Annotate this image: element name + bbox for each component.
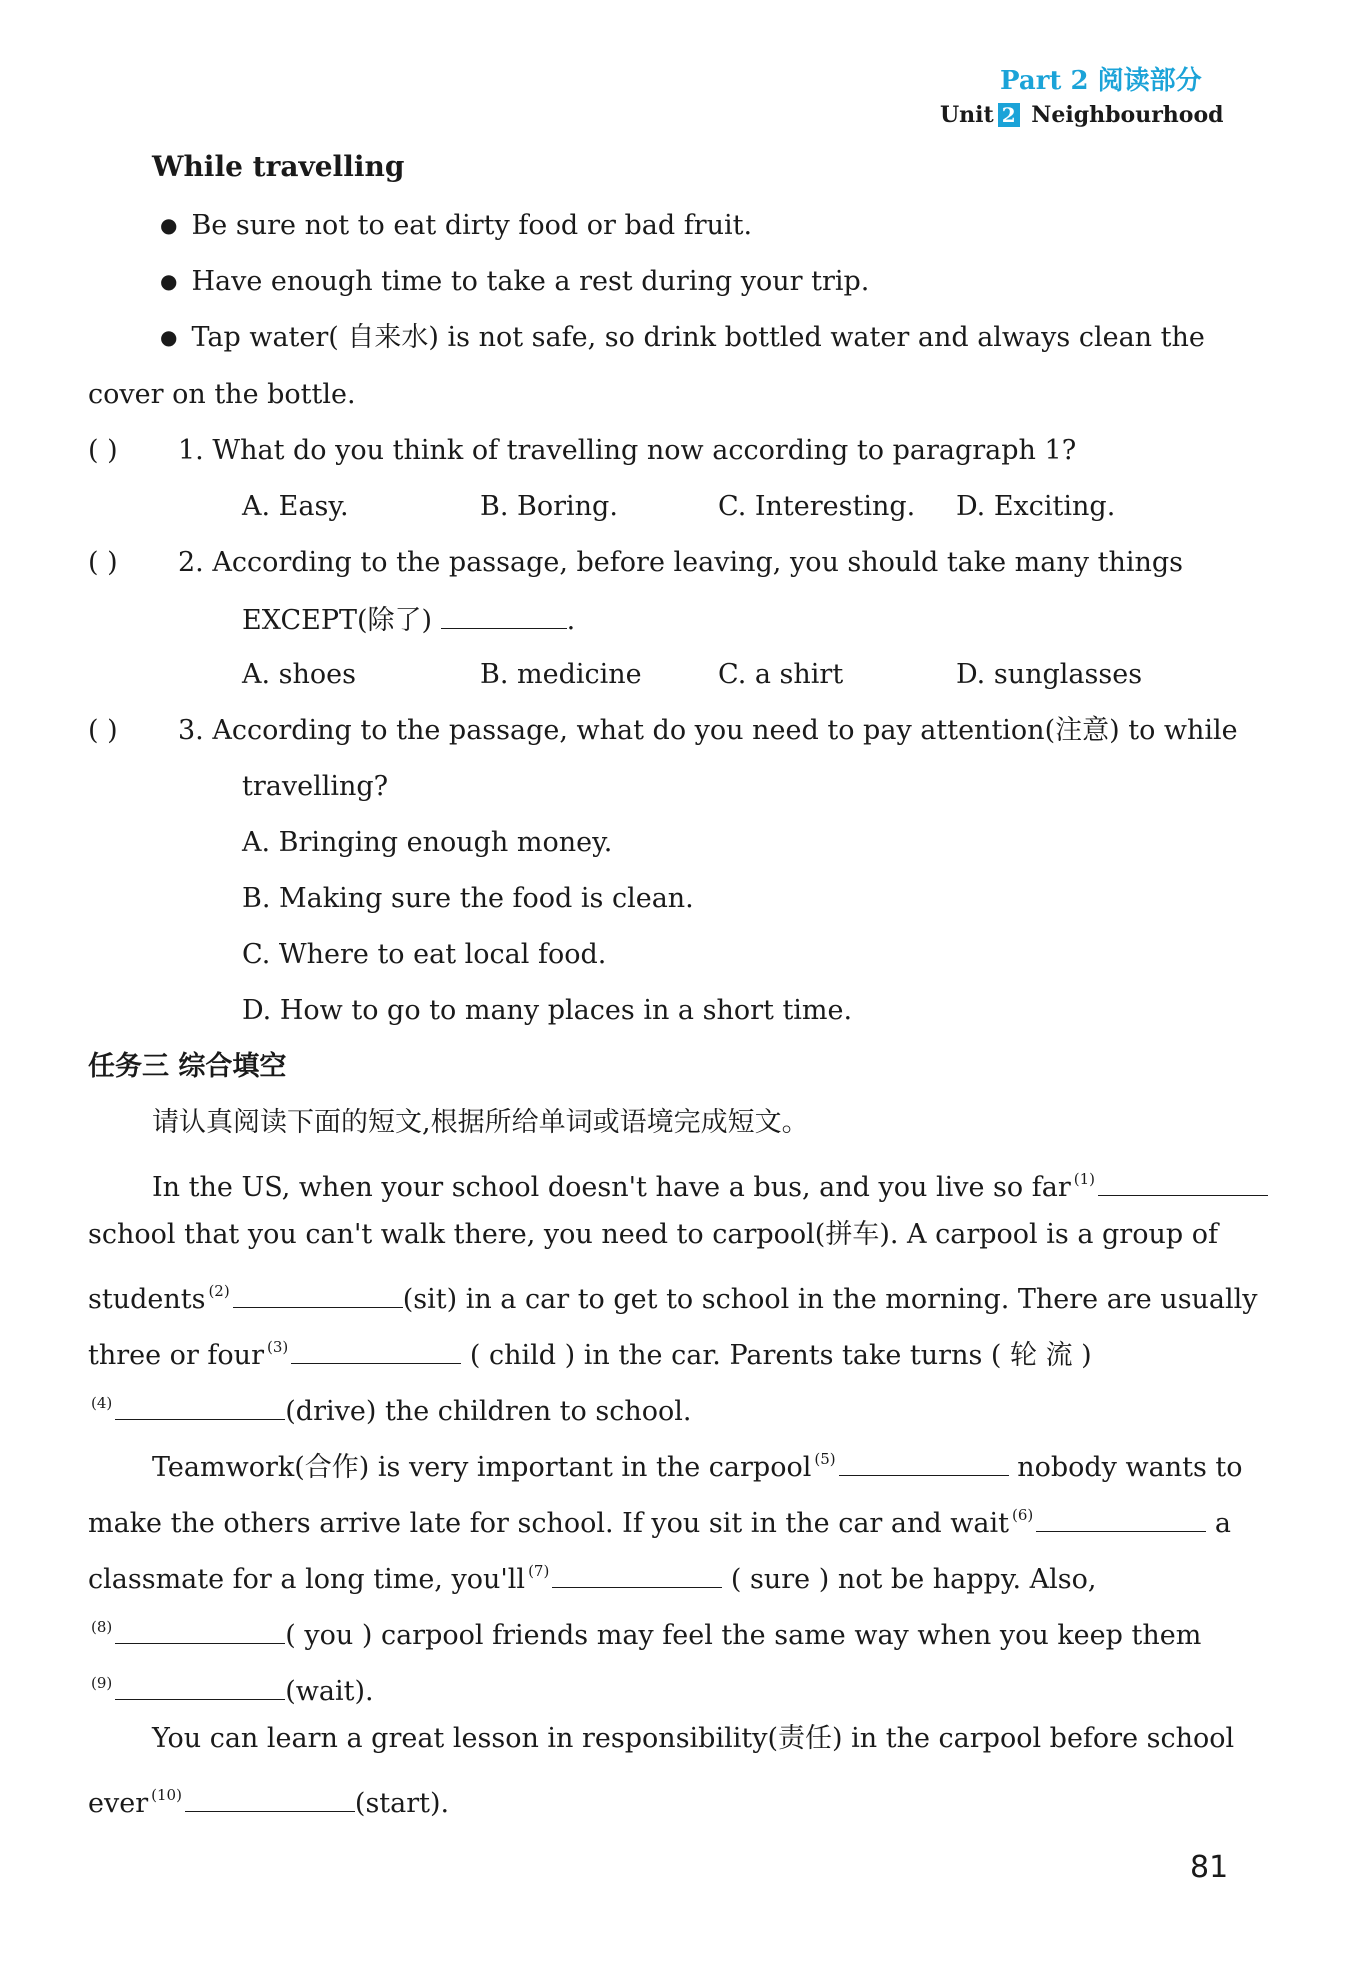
passage-text: ever [88,1788,149,1819]
blank-line[interactable] [115,1617,285,1644]
blank-line[interactable] [1036,1505,1206,1532]
question-2 [88,546,1183,580]
option[interactable]: B. Boring. [480,491,618,522]
header-part-label: Part 2 阅读部分 [1000,66,1202,96]
passage-line [152,1442,1242,1485]
passage-line: school that you can't walk there, you need to carpool(拼车). A carpool is a group of [88,1219,1218,1250]
option[interactable]: C. Interesting. [718,491,916,522]
q3-continuation: travelling? [242,771,389,802]
blank-line[interactable] [115,1673,285,1700]
blank-line[interactable] [291,1337,461,1364]
passage-text: three or four [88,1340,264,1371]
passage-text: Teamwork(合作) is very important in the carpool [152,1452,812,1483]
q2-options [242,658,1142,692]
question-text: 3. According to the passage, what do you need to pay attention(注意) to while [178,715,1238,746]
blank-number: (1) [1073,1170,1095,1188]
option[interactable]: D. Exciting. [956,491,1116,522]
option[interactable]: B. Making sure the food is clean. [242,883,694,914]
blank-line[interactable] [1098,1169,1268,1196]
option[interactable]: D. How to go to many places in a short time. [242,995,853,1026]
blank-number: (4) [91,1394,113,1412]
task-instruction: 请认真阅读下面的短文,根据所给单词或语境完成短文。 [152,1107,809,1138]
option[interactable]: A. shoes [242,659,356,690]
blank-line[interactable] [115,1393,285,1420]
option[interactable]: C. a shirt [718,659,844,690]
task-title: 任务三 综合填空 [88,1051,287,1082]
passage-text: classmate for a long time, you'll [88,1564,526,1595]
section-title: While travelling [152,150,405,183]
bullet-item: ● Have enough time to take a rest during your trip. [160,264,869,299]
passage-line [88,1554,1097,1597]
question-text: 1. What do you think of travelling now according to paragraph 1? [178,435,1077,466]
bullet-item: ● Be sure not to eat dirty food or bad fruit. [160,208,752,243]
passage-line [88,1274,1258,1317]
blank-line[interactable] [839,1449,1009,1476]
blank-number: (8) [91,1618,113,1636]
header-unit [940,102,1224,128]
option[interactable]: C. Where to eat local food. [242,939,607,970]
blank-line[interactable] [233,1281,403,1308]
blank-number: (9) [91,1674,113,1692]
blank-number: (5) [814,1450,836,1468]
question-text: 2. According to the passage, before leaving, you should take many things [178,547,1184,578]
passage-line [152,1162,1268,1205]
q1-options [242,490,1115,524]
passage-text: (wait). [285,1676,374,1707]
blank-number: (6) [1011,1506,1034,1524]
blank-number: (7) [528,1562,550,1580]
passage-line [88,1386,691,1429]
passage-text: (sit) in a car to get to school in the morning. There are usually [402,1284,1258,1315]
blank-line[interactable] [552,1561,722,1588]
option[interactable]: A. Easy. [242,491,349,522]
option[interactable]: D. sunglasses [956,659,1143,690]
question-3 [88,714,1238,748]
question-text-cont: EXCEPT(除了) [242,605,433,636]
answer-paren[interactable]: ( ) [88,715,118,746]
unit-title: Neighbourhood [1031,102,1224,128]
blank-number: (10) [151,1786,182,1804]
option[interactable]: A. Bringing enough money. [242,827,613,858]
passage-line [88,1666,374,1709]
blank-number: (2) [208,1282,230,1300]
blank-line[interactable] [441,602,567,629]
passage-text: (drive) the children to school. [285,1396,692,1427]
passage-line [88,1330,1092,1373]
passage-line [88,1498,1231,1541]
bullet-continuation: cover on the bottle. [88,379,356,410]
blank-line[interactable] [185,1785,355,1812]
period: . [566,605,576,636]
passage-line: You can learn a great lesson in responsibility(责任) in the carpool before school [152,1723,1235,1754]
passage-text: make the others arrive late for school. If you sit in the car and wait [88,1508,1009,1539]
answer-paren[interactable]: ( ) [88,547,118,578]
answer-paren[interactable]: ( ) [88,435,118,466]
passage-text: ( you ) carpool friends may feel the same way when you keep them [285,1620,1202,1651]
question-1 [88,434,1076,468]
passage-text: ( sure ) not be happy. Also, [730,1564,1097,1595]
passage-text: students [88,1284,206,1315]
passage-text: a [1214,1508,1231,1539]
unit-word: Unit [940,102,994,128]
passage-line [88,1778,449,1821]
page-number: 81 [1190,1850,1229,1885]
passage-line [88,1610,1201,1653]
blank-number: (3) [266,1338,289,1356]
passage-text: In the US, when your school doesn't have a bus, and you live so far [152,1172,1071,1203]
option[interactable]: B. medicine [480,659,642,690]
passage-text: (start). [354,1788,450,1819]
q2-continuation [242,602,575,638]
bullet-item: ● Tap water( 自来水) is not safe, so drink bottled water and always clean the [160,320,1205,355]
unit-number-badge: 2 [998,103,1020,127]
passage-text: ( child ) in the car. Parents take turns ( 轮 流 ) [469,1340,1092,1371]
passage-text: nobody wants to [1017,1452,1243,1483]
